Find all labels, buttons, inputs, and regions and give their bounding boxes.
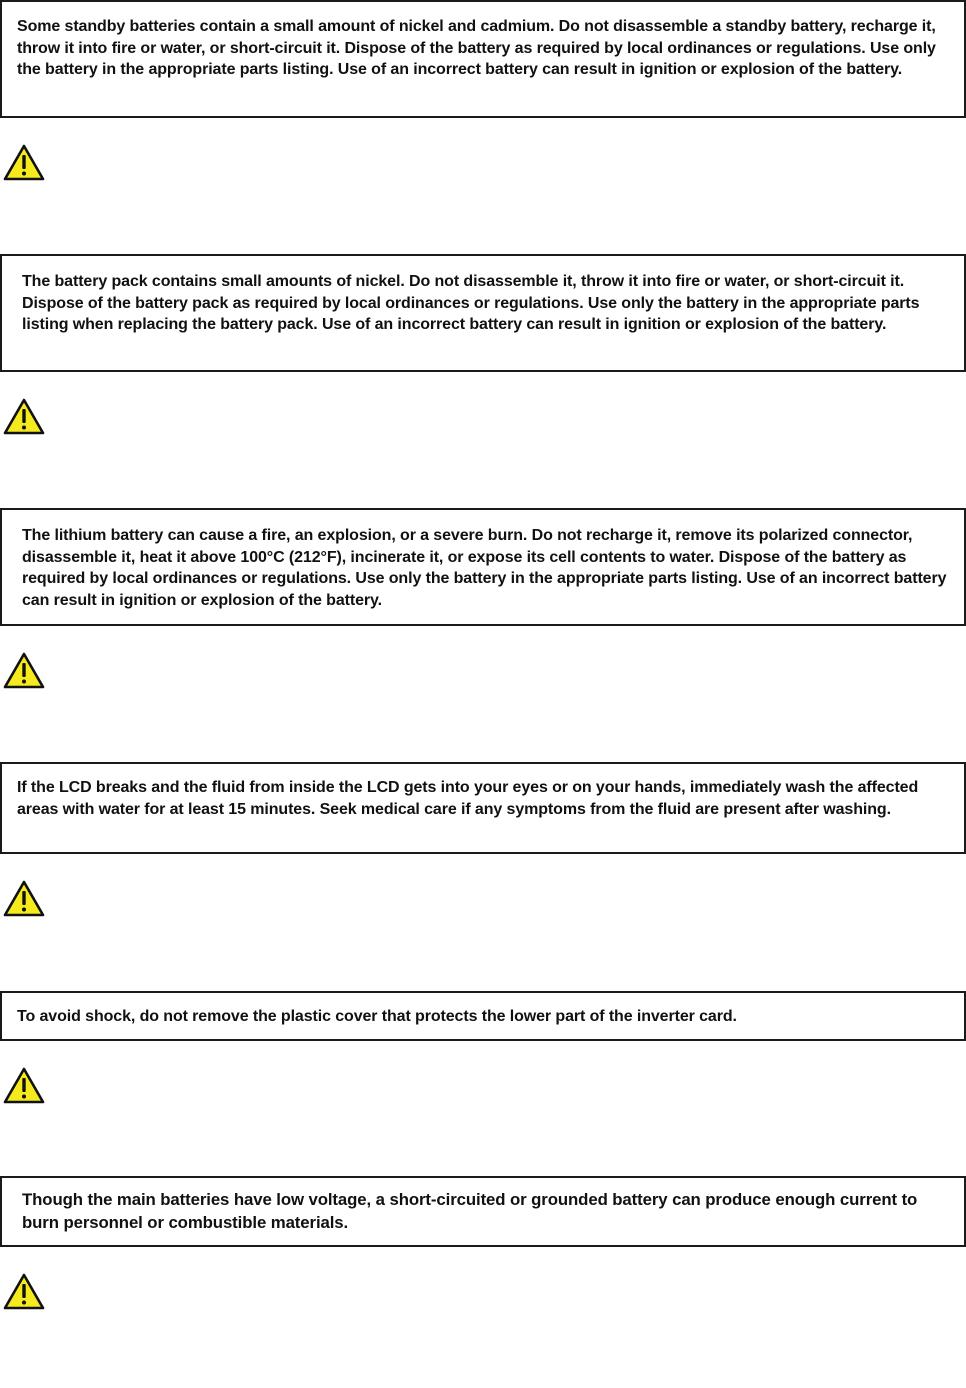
safety-notice-lcd-fluid	[0, 762, 966, 854]
safety-notice-main-batteries	[0, 1176, 966, 1247]
safety-notice-standby-battery	[0, 0, 966, 118]
warning-triangle-icon	[3, 1067, 45, 1105]
notice-text: Some standby batteries contain a small amount of nickel and cadmium. Do not disassemble a standby battery, recharge it, throw it into fire or water, or short-circuit it. Dispose of the battery as required by local ordinances or regulations. Use only the battery in the appropriate parts listing. Use of an incorrect battery can result in ignition or explosion of the battery.	[17, 18, 936, 78]
warning-triangle-icon	[3, 398, 45, 436]
notice-text: To avoid shock, do not remove the plastic cover that protects the lower part of the inverter card.	[17, 1008, 737, 1025]
warning-triangle-icon	[3, 144, 45, 182]
warning-triangle-icon	[3, 652, 45, 690]
warning-triangle-icon	[3, 1273, 45, 1311]
notice-text: If the LCD breaks and the fluid from inside the LCD gets into your eyes or on your hands, immediately wash the affected areas with water for at least 15 minutes. Seek medical care if any symptoms from the fluid are present after washing.	[17, 779, 919, 818]
notice-text: The battery pack contains small amounts of nickel. Do not disassemble it, throw it into fire or water, or short-circuit it. Dispose of the battery pack as required by local ordinances or regulations. Use only the battery in the appropriate parts listing when replacing the battery pack. Use of an incorrect battery can result in ignition or explosion of the battery.	[22, 273, 920, 333]
safety-notice-lithium-battery	[0, 508, 966, 626]
notice-text: The lithium battery can cause a fire, an explosion, or a severe burn. Do not recharge it, remove its polarized connector, disassemble it, heat it above 100°C (212°F), incinerate it, or expose its cell contents to water. Dispose of the battery as required by local ordinances or regulations. Use only the battery in the appropriate parts listing. Use of an incorrect battery can result in ignition or explosion of the battery.	[22, 527, 947, 609]
safety-notice-battery-pack	[0, 254, 966, 372]
notice-text: Though the main batteries have low voltage, a short-circuited or grounded battery can produce enough current to burn personnel or combustible materials.	[22, 1190, 918, 1232]
warning-triangle-icon	[3, 880, 45, 918]
safety-notice-inverter-cover	[0, 991, 966, 1041]
